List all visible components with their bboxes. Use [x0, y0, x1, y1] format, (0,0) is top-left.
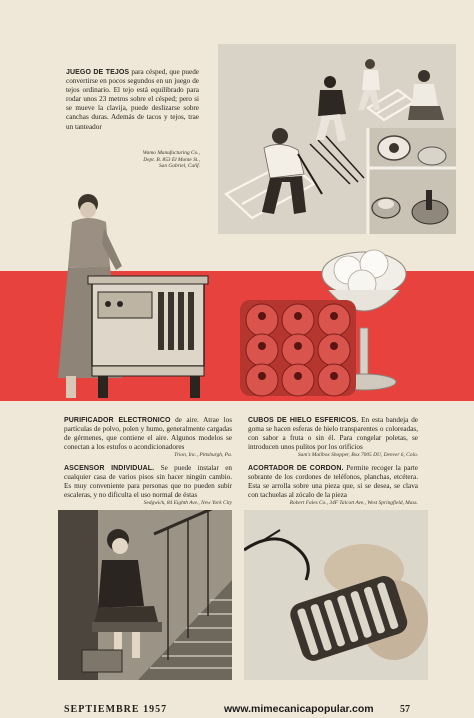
article-heading: JUEGO DE TEJOS	[66, 69, 130, 76]
photo-ice-tray	[236, 240, 416, 398]
article-heading: ACORTADOR DE CORDON.	[248, 465, 344, 472]
photo-stair-lift	[58, 510, 232, 680]
cord-shortener-illustration	[244, 510, 428, 680]
article-credit: Wamo Manufacturing Co., Dept. B. 853 El Monte St., San Gabriel, Calif.	[142, 150, 200, 170]
stair-lift-illustration	[58, 510, 232, 680]
page-number: 57	[400, 704, 410, 715]
article-body: Permite recoger la parte sobrante de los cordones de teléfonos, planchas, etcétera. Esta se arrolla sobre una pieza que, si se desea, se clava con tachuelas al zócalo de la pieza	[248, 464, 418, 500]
air-purifier-illustration	[58, 188, 216, 401]
article-tejos	[66, 68, 199, 132]
article-acortador	[248, 464, 418, 507]
article-heading: CUBOS DE HIELO ESFERICOS.	[248, 417, 359, 424]
photo-air-purifier	[58, 188, 216, 401]
article-body: para césped, que puede convertirse en pocos segundos en un juego de tejos ordinario. El tejo está equilibrado para rodar unos 23 metros sobre el césped; pero si se mueve la clavija, puede deslizarse sobre canchas duras. Además de tacos y tejos, trae un tanteador	[66, 68, 199, 131]
lawn-game-illustration	[218, 44, 456, 234]
footer-month: SEPTIEMBRE 1957	[64, 704, 168, 715]
article-body: En esta bandeja de goma se hacen esferas de hielo transparentes o coloreadas, con sabor a fruta o sin él. Para congelar poletas, se introducen unos pulitos por los orificios	[248, 416, 418, 452]
article-ascensor	[64, 464, 232, 507]
article-heading: ASCENSOR INDIVIDUAL.	[64, 465, 155, 472]
photo-cord-shortener	[244, 510, 428, 680]
article-credit: Sedgwick, 84 Eighth Ave., New York City	[143, 500, 232, 507]
article-credit: Robert Fales Co., 34F Talcott Ave., West Springfield, Mass.	[289, 500, 418, 507]
article-credit: Sam's Mailbox Shopper, Box 7005 DU, Denver 6, Colo.	[297, 452, 418, 459]
article-cubos	[248, 416, 418, 459]
article-purificador	[64, 416, 232, 459]
article-heading: PURIFICADOR ELECTRONICO	[64, 417, 171, 424]
article-credit: Trion, Inc., Pittsburgh, Pa.	[174, 452, 232, 459]
article-body: de aire. Atrae los partículas de polvo, polen y humo, generalmente cargadas de gérmenes, que contiene el aire. Algunos modelos se conectan a los estufos o acondicionadores	[64, 416, 232, 452]
photo-lawn-game	[218, 44, 456, 234]
article-body: Se puede instalar en cualquier casa de varios pisos sin hacer ningún cambio. Es muy conveniente para personas que no pueden subir escaleras, y no dificulta el uso normal de éstas	[64, 464, 232, 500]
footer-url: www.mimecanicapopular.com	[224, 703, 374, 715]
ice-tray-illustration	[236, 240, 416, 398]
